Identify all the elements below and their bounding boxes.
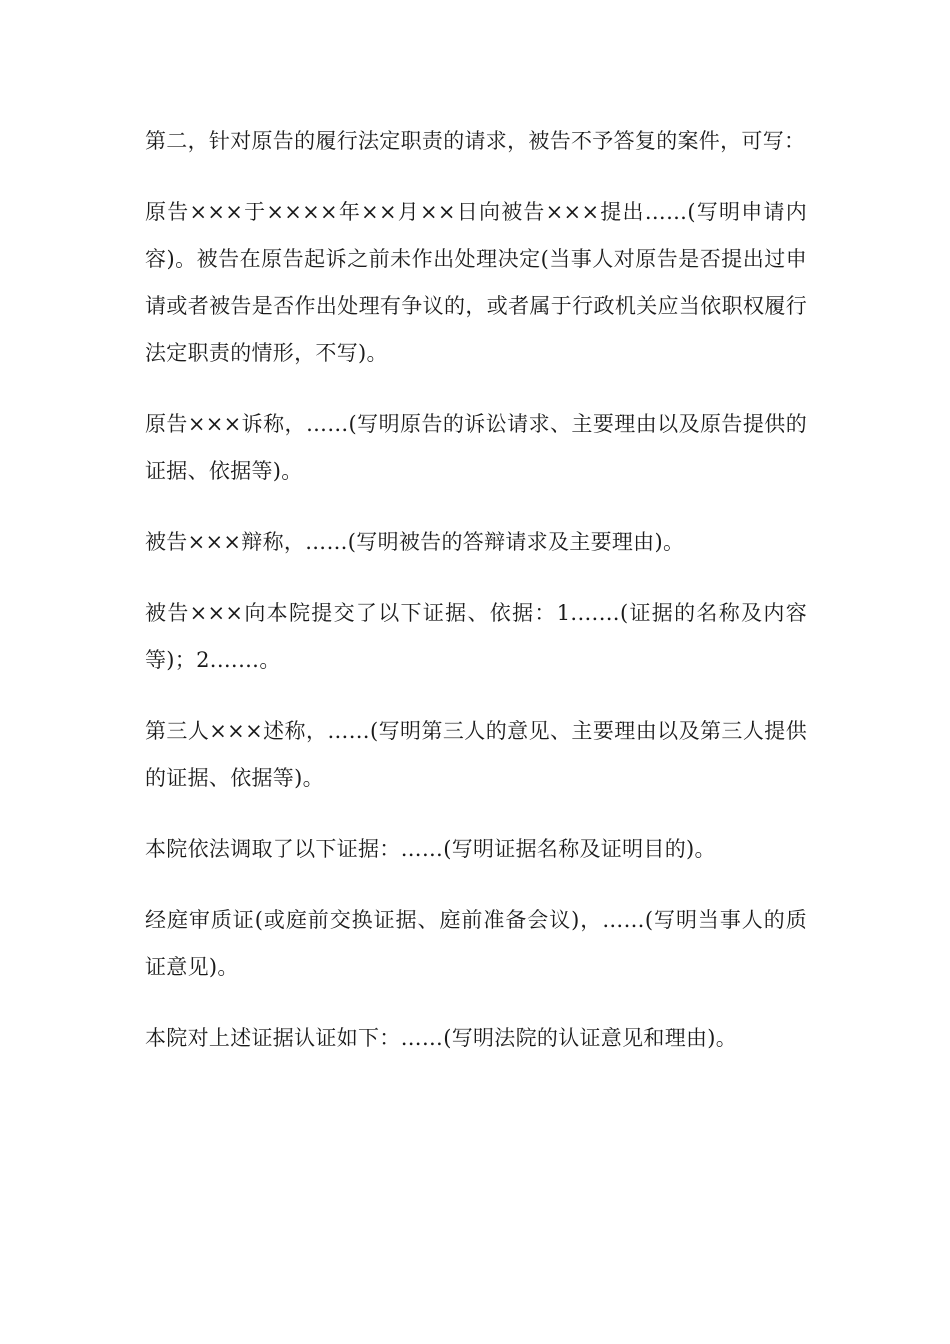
paragraph-court-collected-evidence: 本院依法调取了以下证据：……(写明证据名称及证明目的)。 xyxy=(145,837,716,861)
paragraph-plaintiff-claims: 原告×××诉称，……(写明原告的诉讼请求、主要理由以及原告提供的证据、依据等)。 xyxy=(145,412,807,483)
document-body xyxy=(145,118,807,1086)
paragraph-cross-examination: 经庭审质证(或庭前交换证据、庭前准备会议)，……(写明当事人的质证意见)。 xyxy=(145,908,807,979)
paragraph-application-facts: 原告×××于××××年××月××日向被告×××提出……(写明申请内容)。被告在原告起诉之前未作出处理决定(当事人对原告是否提出过申请或者被告是否作出处理有争议的，或者属于行政机关应当依职权履行法定职责的情形，不写)。 xyxy=(145,200,807,365)
paragraph-defendant-defense: 被告×××辩称，……(写明被告的答辩请求及主要理由)。 xyxy=(145,530,685,554)
paragraph-evidence-authentication: 本院对上述证据认证如下：……(写明法院的认证意见和理由)。 xyxy=(145,1026,738,1050)
paragraph-third-party-statement: 第三人×××述称，……(写明第三人的意见、主要理由以及第三人提供的证据、依据等)。 xyxy=(145,719,807,790)
paragraph-no-reply-case: 第二，针对原告的履行法定职责的请求，被告不予答复的案件，可写： xyxy=(145,129,806,153)
paragraph-defendant-evidence: 被告×××向本院提交了以下证据、依据：1.……(证据的名称及内容等)；2.……。 xyxy=(145,601,807,672)
